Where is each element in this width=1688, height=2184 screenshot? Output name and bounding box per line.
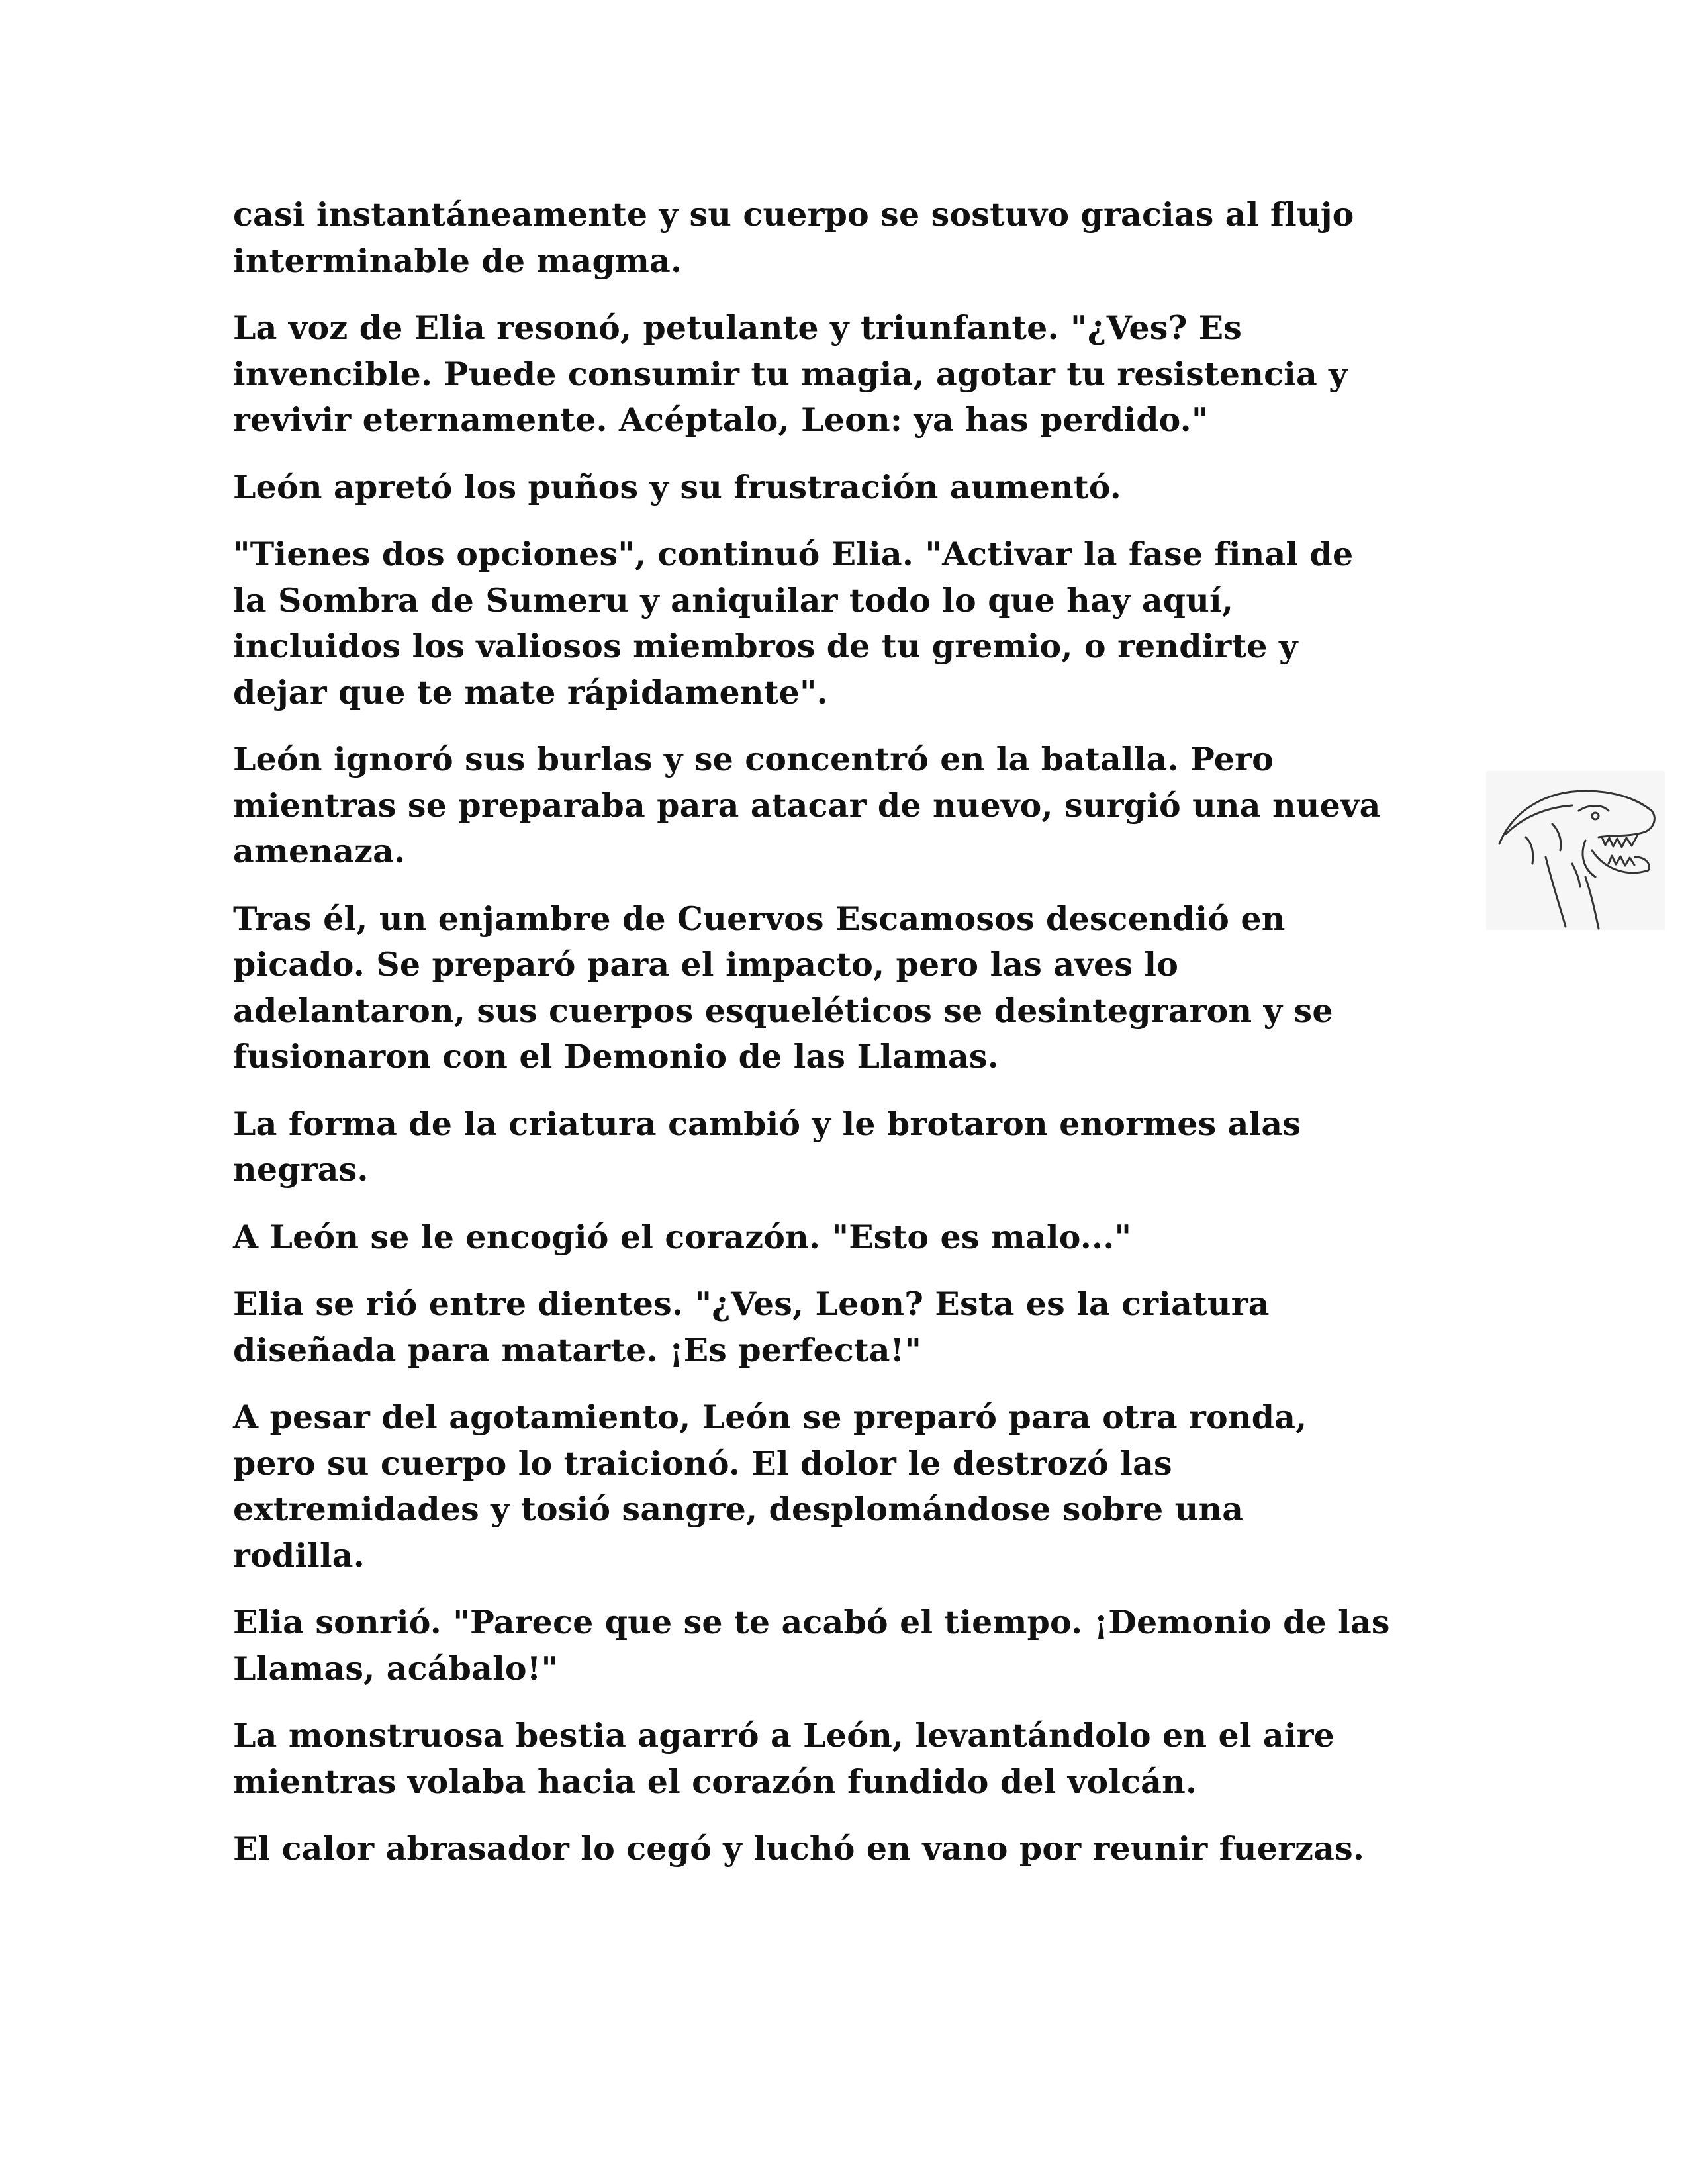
paragraph-2: La voz de Elia resonó, petulante y triunfante. "¿Ves? Es invencible. Puede consumir tu magia, agotar tu resistencia y revivir eternamente. Acéptalo, Leon: ya has perdido." [233, 308, 1348, 439]
paragraph-13: El calor abrasador lo cegó y luchó en vano por reunir fuerzas. [233, 1829, 1365, 1868]
paragraph-3: León apretó los puños y su frustración aumentó. [233, 467, 1122, 506]
paragraph-12: La monstruosa bestia agarró a León, levantándolo en el aire mientras volaba hacia el corazón fundido del volcán. [233, 1716, 1335, 1801]
paragraph-1: casi instantáneamente y su cuerpo se sostuvo gracias al flujo interminable de magma. [233, 195, 1354, 280]
paragraph-10: A pesar del agotamiento, León se preparó para otra ronda, pero su cuerpo lo traicionó. El dolor le destrozó las extremidades y tosió sangre, desplomándose sobre una rodilla. [233, 1398, 1307, 1574]
dinosaur-head-sketch-icon [1486, 771, 1665, 930]
paragraph-4: "Tienes dos opciones", continuó Elia. "Activar la fase final de la Sombra de Sumeru y aniquilar todo lo que hay aquí, incluidos los valiosos miembros de tu gremio, o rendirte y dejar que te mate rápidamente". [233, 535, 1354, 711]
paragraph-7: La forma de la criatura cambió y le brotaron enormes alas negras. [233, 1104, 1301, 1189]
paragraph-8: A León se le encogió el corazón. "Esto es malo..." [233, 1217, 1132, 1256]
paragraph-5: León ignoró sus burlas y se concentró en la batalla. Pero mientras se preparaba para atacar de nuevo, surgió una nueva amenaza. [233, 740, 1381, 870]
paragraph-6: Tras él, un enjambre de Cuervos Escamosos descendió en picado. Se preparó para el impacto, pero las aves lo adelantaron, sus cuerpos esqueléticos se desintegraron y se fusionaron con el Demonio de las Llamas. [233, 899, 1333, 1075]
paragraph-9: Elia se rió entre dientes. "¿Ves, Leon? Esta es la criatura diseñada para matarte. ¡Es perfecta!" [233, 1285, 1270, 1369]
story-text [233, 192, 1464, 1893]
paragraph-11: Elia sonrió. "Parece que se te acabó el tiempo. ¡Demonio de las Llamas, acábalo!" [233, 1603, 1390, 1688]
